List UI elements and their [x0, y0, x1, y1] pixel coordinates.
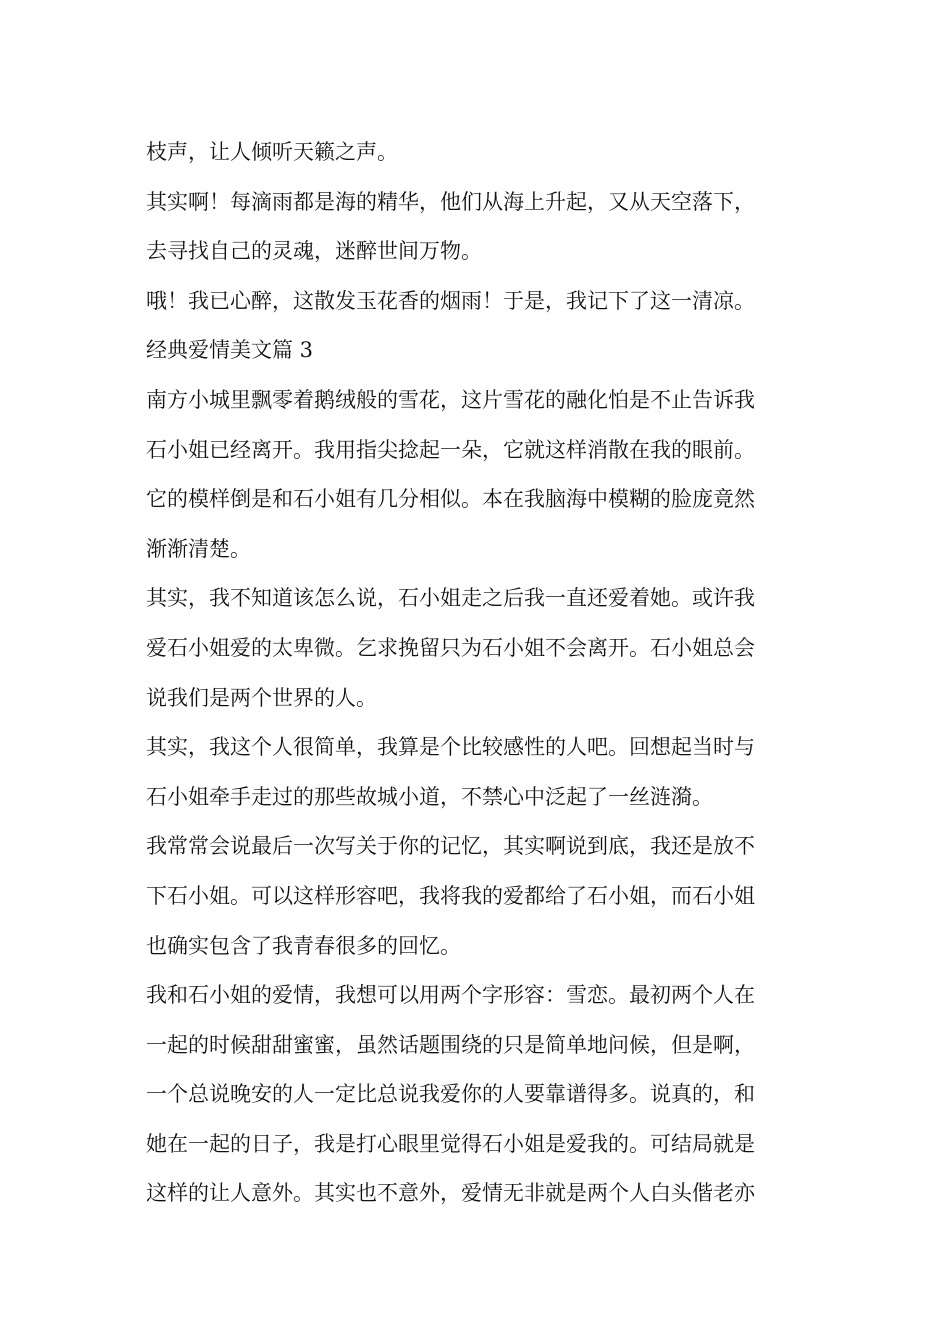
section-heading: 经典爱情美文篇 3 [146, 338, 314, 363]
text-line: 南方小城里飘零着鹅绒般的雪花，这片雪花的融化怕是不止告诉我 [146, 387, 755, 412]
text-line: 下石小姐。可以这样形容吧，我将我的爱都给了石小姐，而石小姐 [146, 883, 755, 908]
text-line: 石小姐牵手走过的那些故城小道，不禁心中泛起了一丝涟漪。 [146, 784, 713, 809]
text-line: 她在一起的日子，我是打心眼里觉得石小姐是爱我的。可结局就是 [146, 1131, 755, 1156]
text-line: 这样的让人意外。其实也不意外，爱情无非就是两个人白头偕老亦 [146, 1181, 755, 1206]
text-line: 爱石小姐爱的太卑微。乞求挽留只为石小姐不会离开。石小姐总会 [146, 635, 755, 660]
text-line: 它的模样倒是和石小姐有几分相似。本在我脑海中模糊的脸庞竟然 [146, 487, 755, 512]
text-line: 去寻找自己的灵魂，迷醉世间万物。 [146, 239, 482, 264]
text-line: 其实，我这个人很简单，我算是个比较感性的人吧。回想起当时与 [146, 735, 755, 760]
text-line: 我和石小姐的爱情，我想可以用两个字形容：雪恋。最初两个人在 [146, 983, 755, 1008]
text-line: 一起的时候甜甜蜜蜜，虽然话题围绕的只是简单地问候，但是啊， [146, 1032, 755, 1057]
text-line: 哦！我已心醉，这散发玉花香的烟雨！于是，我记下了这一清凉。 [146, 288, 755, 313]
text-line: 石小姐已经离开。我用指尖捻起一朵，它就这样消散在我的眼前。 [146, 437, 755, 462]
text-line: 枝声，让人倾听天籁之声。 [146, 140, 398, 164]
document-body [146, 128, 818, 1219]
text-line: 说我们是两个世界的人。 [146, 685, 377, 710]
text-line: 渐渐清楚。 [146, 536, 251, 561]
text-line: 也确实包含了我青春很多的回忆。 [146, 933, 461, 958]
text-line: 我常常会说最后一次写关于你的记忆，其实啊说到底，我还是放不 [146, 834, 755, 859]
text-line: 其实啊！每滴雨都是海的精华，他们从海上升起，又从天空落下， [146, 189, 755, 214]
text-line: 其实，我不知道该怎么说，石小姐走之后我一直还爱着她。或许我 [146, 586, 755, 611]
text-line: 一个总说晚安的人一定比总说我爱你的人要靠谱得多。说真的，和 [146, 1082, 755, 1107]
